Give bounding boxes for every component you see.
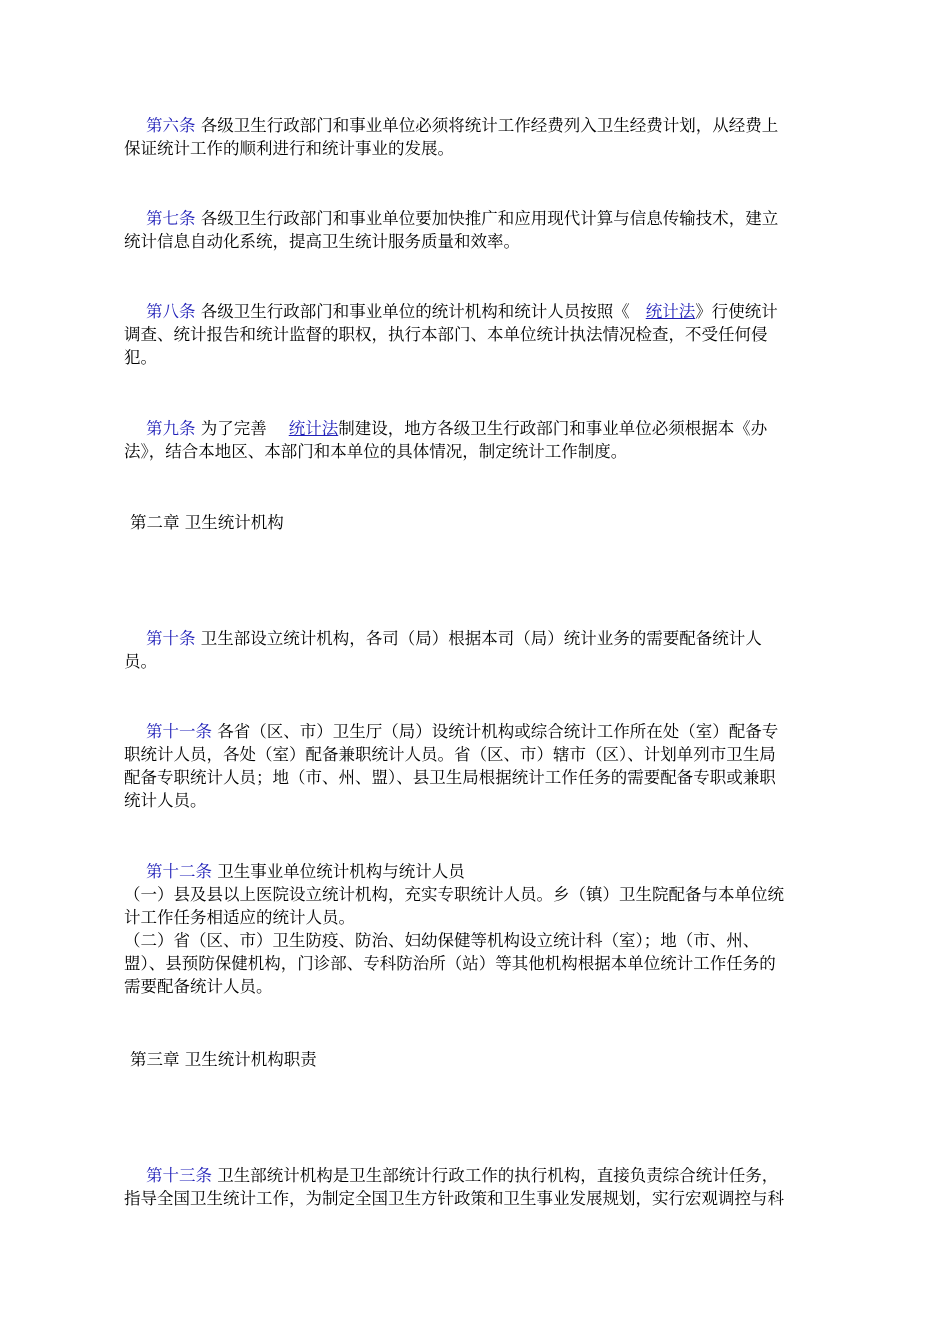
article-8 (124, 300, 836, 369)
article-11 (124, 720, 836, 812)
chapter-3-heading: 第三章 卫生统计机构职责 (130, 1050, 317, 1069)
article-12-text-1: 卫生事业单位统计机构与统计人员 (217, 862, 465, 881)
article-10-label: 第十条 (146, 629, 196, 648)
article-9-line-2: 法》，结合本地区、本部门和本单位的具体情况，制定统计工作制度。 (124, 442, 628, 461)
article-9-text-1b: 制建设，地方各级卫生行政部门和事业单位必须根据本《办 (338, 419, 768, 438)
article-13-line-1 (124, 1164, 836, 1187)
article-12-label: 第十二条 (146, 862, 212, 881)
article-12 (124, 860, 836, 998)
article-8-text-1b: 》行使统计 (695, 302, 778, 321)
article-10-line-2: 员。 (124, 652, 157, 671)
article-8-text-1a: 各级卫生行政部门和事业单位的统计机构和统计人员按照《 (200, 302, 630, 321)
article-9 (124, 417, 836, 463)
article-13-text-1: 卫生部统计机构是卫生部统计行政工作的执行机构，直接负责综合统计任务， (217, 1166, 779, 1185)
article-9-line-1 (124, 417, 836, 440)
article-6-text-1: 各级卫生行政部门和事业单位必须将统计工作经费列入卫生经费计划，从经费上 (200, 116, 779, 135)
article-8-line-1 (124, 300, 836, 323)
article-11-line-1 (124, 720, 836, 743)
article-11-line-4: 统计人员。 (124, 791, 207, 810)
article-6-line-1 (124, 114, 836, 137)
article-10-text-1: 卫生部设立统计机构，各司（局）根据本司（局）统计业务的需要配备统计人 (200, 629, 762, 648)
article-11-label: 第十一条 (146, 722, 212, 741)
article-10 (124, 627, 836, 673)
article-10-line-1 (124, 627, 836, 650)
article-12-line-2: （一）县及县以上医院设立统计机构，充实专职统计人员。乡（镇）卫生院配备与本单位统 (124, 885, 784, 904)
article-13-line-2: 指导全国卫生统计工作，为制定全国卫生方针政策和卫生事业发展规划，实行宏观调控与科 (124, 1189, 784, 1208)
article-8-line-2: 调查、统计报告和统计监督的职权，执行本部门、本单位统计执法情况检查，不受任何侵 (124, 325, 768, 344)
article-13 (124, 1164, 836, 1210)
article-11-text-1: 各省（区、市）卫生厅（局）设统计机构或综合统计工作所在处（室）配备专 (217, 722, 779, 741)
article-8-label: 第八条 (146, 302, 196, 321)
statistics-law-link[interactable]: 统计法 (288, 419, 339, 438)
article-12-line-3: 计工作任务相适应的统计人员。 (124, 908, 355, 927)
article-12-line-6: 需要配备统计人员。 (124, 977, 273, 996)
article-7-line-2: 统计信息自动化系统，提高卫生统计服务质量和效率。 (124, 232, 520, 251)
article-8-line-3: 犯。 (124, 348, 157, 367)
article-6-line-2: 保证统计工作的顺利进行和统计事业的发展。 (124, 139, 454, 158)
article-9-label: 第九条 (146, 419, 196, 438)
article-12-line-4: （二）省（区、市）卫生防疫、防治、妇幼保健等机构设立统计科（室）；地（市、州、 (124, 931, 760, 950)
article-12-line-1 (124, 860, 836, 883)
article-7-line-1 (124, 207, 836, 230)
article-7 (124, 207, 836, 253)
article-13-label: 第十三条 (146, 1166, 212, 1185)
article-6-label: 第六条 (146, 116, 196, 135)
article-7-label: 第七条 (146, 209, 196, 228)
chapter-2-heading: 第二章 卫生统计机构 (130, 513, 284, 532)
article-11-line-3: 配备专职统计人员；地（市、州、盟）、县卫生局根据统计工作任务的需要配备专职或兼职 (124, 768, 776, 787)
article-12-line-5: 盟）、县预防保健机构，门诊部、专科防治所（站）等其他机构根据本单位统计工作任务的 (124, 954, 776, 973)
statistics-law-link[interactable]: 统计法 (645, 302, 696, 321)
article-9-text-1a: 为了完善 (200, 419, 267, 438)
article-11-line-2: 职统计人员，各处（室）配备兼职统计人员。省（区、市）辖市（区）、计划单列市卫生局 (124, 745, 776, 764)
article-7-text-1: 各级卫生行政部门和事业单位要加快推广和应用现代计算与信息传输技术，建立 (200, 209, 779, 228)
article-6 (124, 114, 836, 160)
